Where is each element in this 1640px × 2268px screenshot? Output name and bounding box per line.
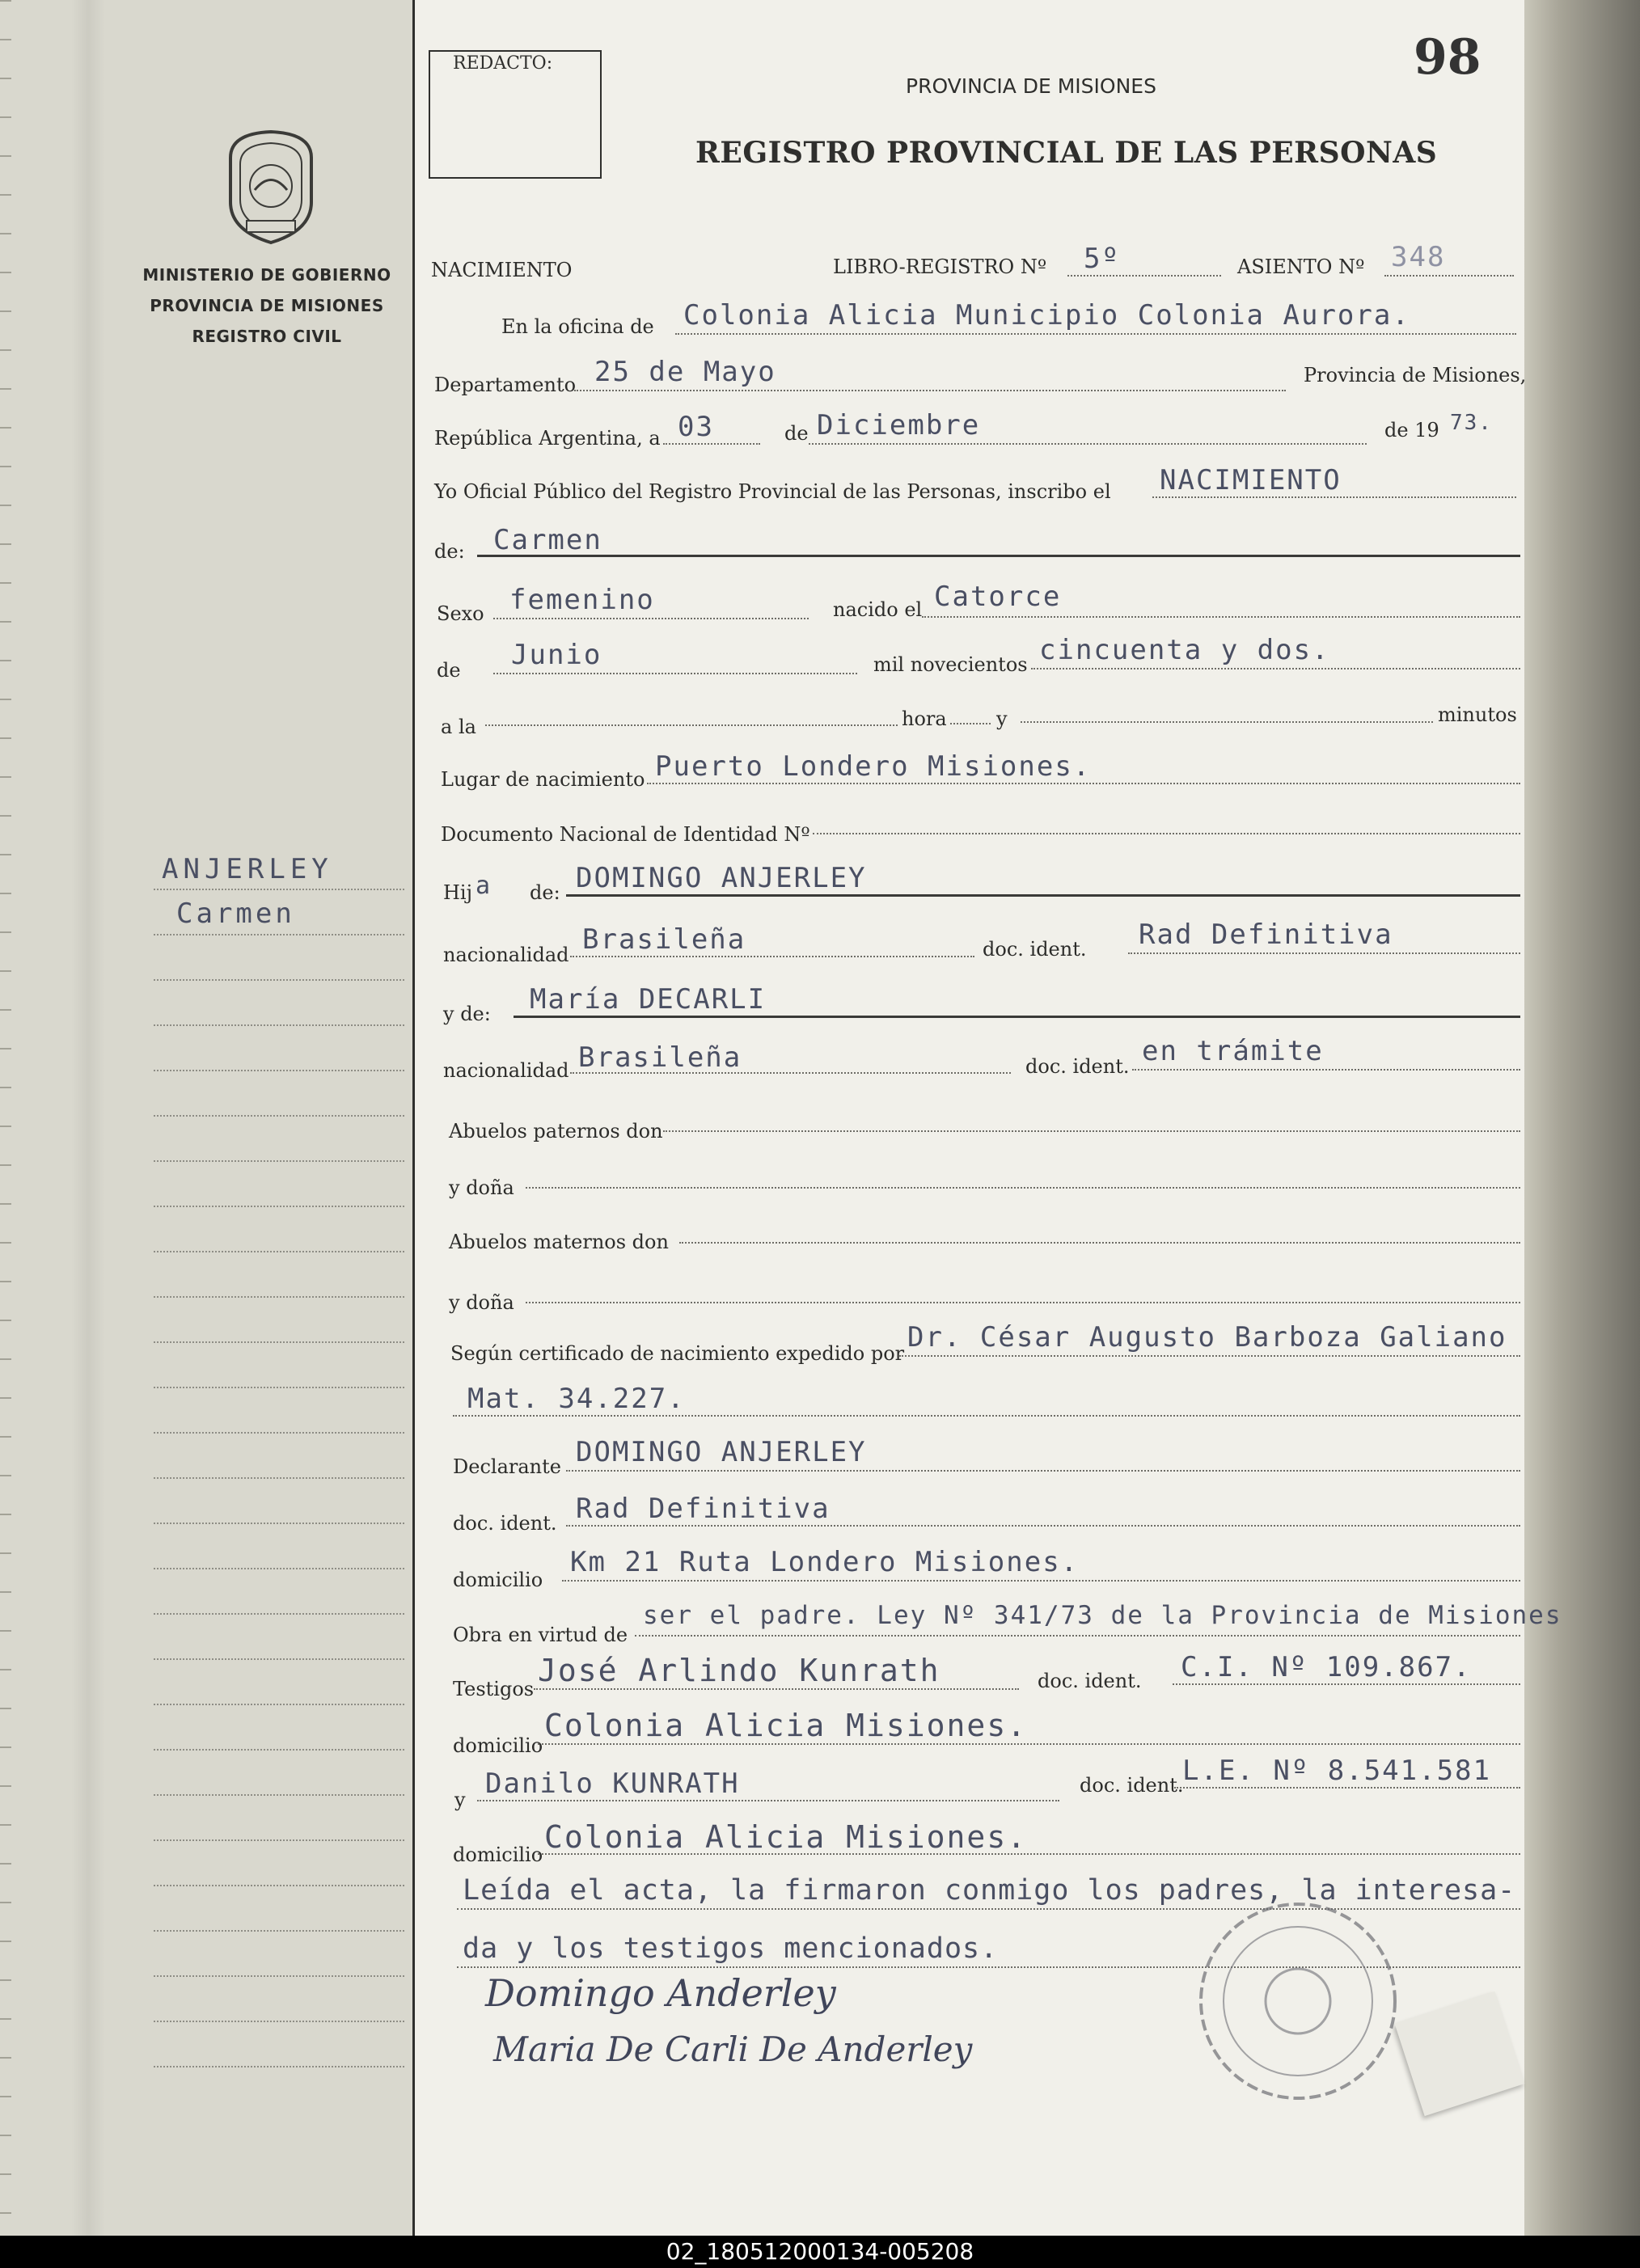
- testigo1-doc-value: C.I. Nº 109.867.: [1181, 1651, 1472, 1683]
- testigo1-doc-label: doc. ident.: [1038, 1670, 1142, 1692]
- abuelos-maternos-label: Abuelos maternos don: [449, 1231, 669, 1253]
- provincia-misiones-label: Provincia de Misiones,: [1304, 364, 1527, 386]
- hora-label: hora: [902, 707, 947, 730]
- hij-label: Hij: [443, 881, 473, 904]
- nombre-value: Carmen: [493, 524, 602, 556]
- mes-value: Diciembre: [817, 409, 981, 441]
- madre-doc-label: doc. ident.: [1025, 1055, 1130, 1078]
- testigo1-value: José Arlindo Kunrath: [538, 1653, 940, 1688]
- sexo-label: Sexo: [437, 602, 484, 625]
- declarante-doc-label: doc. ident.: [453, 1512, 557, 1535]
- testigo2-value: Danilo KUNRATH: [485, 1768, 740, 1800]
- padre-nacionalidad-label: nacionalidad: [443, 944, 569, 966]
- madre-nacionalidad-label: nacionalidad: [443, 1059, 569, 1082]
- asiento-label: ASIENTO Nº: [1237, 256, 1365, 278]
- testigo2-doc-label: doc. ident.: [1080, 1774, 1184, 1797]
- declarante-value: DOMINGO ANJERLEY: [576, 1436, 867, 1468]
- nombre-label: de:: [434, 540, 465, 563]
- footer-image-id: 02_180512000134-005208: [666, 2238, 974, 2265]
- ministry-line-1: MINISTERIO DE GOBIERNO: [142, 265, 391, 285]
- page-crease: [71, 0, 105, 2236]
- closing-line-2: da y los testigos mencionados.: [463, 1932, 999, 1965]
- declarante-domicilio-value: Km 21 Ruta Londero Misiones.: [570, 1546, 1080, 1578]
- signature-father: Domingo Anderley: [485, 1971, 836, 2015]
- ministry-line-2: PROVINCIA DE MISIONES: [150, 296, 384, 315]
- margin-ruled-area: [154, 845, 404, 2067]
- declarante-domicilio-label: domicilio: [453, 1569, 543, 1591]
- testigo2-y-label: y: [454, 1789, 466, 1811]
- anio-value: 73.: [1450, 411, 1493, 435]
- madre-nacionalidad-value: Brasileña: [578, 1041, 742, 1074]
- signature-mother: Maria De Carli De Anderley: [493, 2029, 973, 2069]
- hij-de-label: de:: [530, 881, 560, 904]
- padre-doc-value: Rad Definitiva: [1139, 919, 1393, 951]
- page-number: 98: [1414, 29, 1481, 86]
- matricula-value: Mat. 34.227.: [467, 1383, 686, 1415]
- nacido-anio-value: cincuenta y dos.: [1039, 634, 1330, 666]
- libro-label: LIBRO-REGISTRO Nº: [833, 256, 1047, 278]
- madre-value: María DECARLI: [530, 983, 767, 1016]
- madre-doc-value: en trámite: [1142, 1035, 1324, 1067]
- oficina-value: Colonia Alicia Municipio Colonia Aurora.: [683, 299, 1410, 332]
- madre-label: y de:: [443, 1003, 491, 1025]
- mil-novecientos-label: mil novecientos: [873, 653, 1028, 676]
- closing-line-1: Leída el acta, la firmaron conmigo los padres, la interesa-: [463, 1874, 1516, 1907]
- provincial-seal-icon: [214, 125, 328, 247]
- minutos-label: minutos: [1438, 703, 1517, 726]
- testigo2-doc-value: L.E. Nº 8.541.581: [1182, 1755, 1491, 1787]
- section-label-nacimiento: NACIMIENTO: [431, 259, 573, 281]
- testigo1-domicilio-value: Colonia Alicia Misiones.: [544, 1708, 1028, 1743]
- registry-heading: REGISTRO PROVINCIAL DE LAS PERSONAS: [695, 136, 1438, 170]
- padre-doc-label: doc. ident.: [983, 938, 1087, 961]
- testigo1-domicilio-label: domicilio: [453, 1734, 543, 1757]
- departamento-value: 25 de Mayo: [594, 356, 776, 388]
- obra-value: ser el padre. Ley Nº 341/73 de la Provincia de Misiones: [643, 1601, 1562, 1630]
- republica-label: República Argentina, a: [434, 427, 661, 450]
- dia-value: 03: [678, 411, 714, 443]
- abuela-paterna-label: y doña: [449, 1176, 514, 1199]
- medico-value: Dr. César Augusto Barboza Galiano: [907, 1321, 1507, 1354]
- a-la-label: a la: [441, 716, 476, 738]
- abuela-materna-label: y doña: [449, 1291, 514, 1314]
- acto-value: NACIMIENTO: [1160, 464, 1342, 496]
- nacido-label: nacido el: [833, 598, 923, 621]
- asiento-value: 348: [1391, 241, 1446, 273]
- testigo2-domicilio-label: domicilio: [453, 1844, 543, 1866]
- oficina-label: En la oficina de: [501, 315, 654, 338]
- redacto-label: REDACTO:: [453, 53, 553, 74]
- testigo2-domicilio-value: Colonia Alicia Misiones.: [544, 1819, 1028, 1855]
- lugar-value: Puerto Londero Misiones.: [655, 750, 1092, 783]
- departamento-label: Departamento: [434, 374, 577, 396]
- hij-suffix-value: a: [476, 872, 492, 900]
- sexo-value: femenino: [509, 584, 655, 616]
- binder-edge: [0, 0, 11, 2236]
- segun-label: Según certificado de nacimiento expedido por: [450, 1342, 905, 1365]
- documento-label: Documento Nacional de Identidad Nº: [441, 823, 810, 846]
- ministry-line-3: REGISTRO CIVIL: [192, 327, 342, 346]
- de-mes-label: de: [784, 422, 809, 445]
- nacido-mes-value: Junio: [511, 639, 602, 671]
- declarante-doc-value: Rad Definitiva: [576, 1493, 831, 1525]
- oficial-label: Yo Oficial Público del Registro Provincial de las Personas, inscribo el: [434, 480, 1111, 503]
- margin-surname: ANJERLEY: [162, 853, 333, 885]
- official-stamp-icon: [1189, 1892, 1407, 2110]
- y-label: y: [996, 707, 1008, 730]
- book-right-edge: [1524, 0, 1640, 2236]
- margin-name: Carmen: [176, 897, 295, 930]
- padre-value: DOMINGO ANJERLEY: [576, 862, 867, 894]
- abuelos-paternos-label: Abuelos paternos don: [449, 1120, 663, 1142]
- nacido-dia-value: Catorce: [934, 581, 1062, 613]
- libro-value: 5º: [1084, 243, 1120, 275]
- declarante-label: Declarante: [453, 1455, 561, 1478]
- obra-label: Obra en virtud de: [453, 1624, 628, 1646]
- province-heading: PROVINCIA DE MISIONES: [906, 74, 1156, 98]
- de-year-label: de 19: [1384, 419, 1439, 441]
- testigos-label: Testigos: [453, 1678, 535, 1700]
- de-mes-nacimiento-label: de: [437, 659, 461, 682]
- lugar-label: Lugar de nacimiento: [441, 768, 645, 791]
- padre-nacionalidad-value: Brasileña: [582, 923, 746, 956]
